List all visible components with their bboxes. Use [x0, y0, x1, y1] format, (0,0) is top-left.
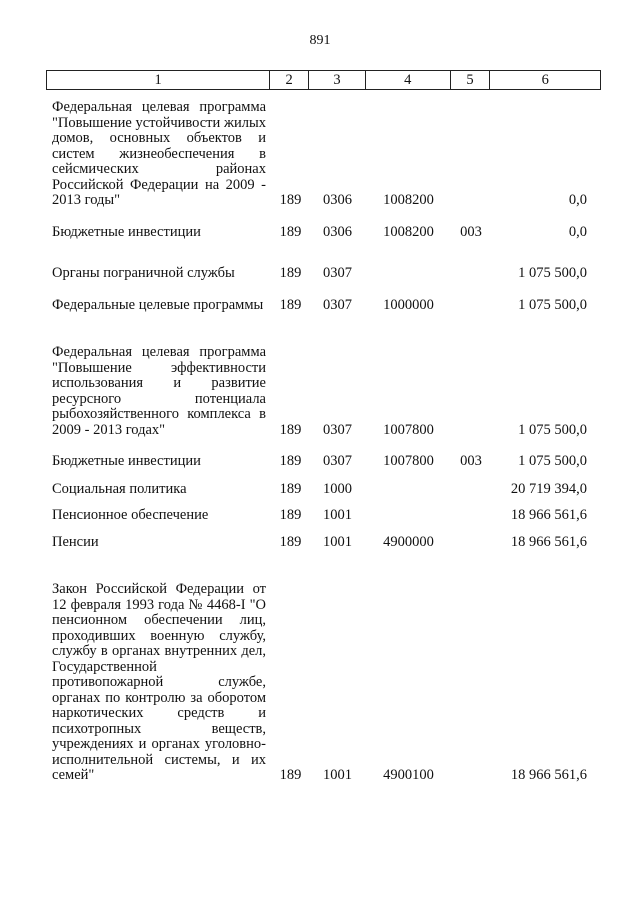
budget-table: [46, 70, 601, 784]
row-amount: 1 075 500,0: [518, 421, 587, 438]
row-name: Бюджетные инвестиции: [52, 223, 201, 240]
row-rzpr: 0306: [323, 223, 352, 240]
table-row: [46, 454, 601, 470]
row-amount: 1 075 500,0: [518, 265, 587, 281]
row-name: Закон Российской Федерации от 12 февраля 1993 года № 4468-I "О пенсионном обеспечении лиц, проходивших военную службу, службу в органах внутренних дел, Государственной противопожарной службе, органах по контролю за оборотом наркотических средств и психотропных веществ, учреждениях и органах уголовно-исполнительной системы, и их семей": [52, 581, 266, 783]
table-header: [46, 70, 601, 90]
row-csr: 4900000: [383, 533, 434, 550]
row-amount: 1 075 500,0: [518, 296, 587, 313]
row-vr: 003: [460, 223, 482, 240]
row-name: Пенсионное обеспечение: [52, 507, 209, 523]
row-ved: 189: [279, 453, 302, 469]
row-ved: 189: [279, 767, 302, 783]
row-amount: 18 966 561,6: [510, 533, 587, 550]
table-row: [46, 482, 601, 498]
row-ved: 189: [279, 533, 302, 550]
row-name: Социальная политика: [52, 480, 187, 497]
row-amount: 18 966 561,6: [510, 507, 587, 523]
row-amount: 1 075 500,0: [518, 453, 587, 469]
row-ved: 189: [279, 480, 302, 497]
table-row: [46, 345, 601, 438]
table-row: [46, 582, 601, 784]
header-col-5: 5: [451, 71, 491, 89]
table-row: [46, 225, 601, 241]
row-rzpr: 1001: [323, 767, 352, 783]
row-ved: 189: [279, 223, 302, 240]
row-vr: 003: [460, 453, 482, 469]
row-ved: 189: [279, 421, 302, 438]
header-col-3: 3: [309, 71, 366, 89]
row-ved: 189: [279, 296, 302, 313]
row-name: Федеральная целевая программа "Повышение устойчивости жилых домов, основных объектов и систем жизнеобеспечения в сейсмических районах Российской Федерации на 2009 - 2013 годы": [52, 99, 266, 208]
row-csr: 4900100: [383, 767, 434, 783]
row-amount: 0,0: [568, 223, 587, 240]
row-rzpr: 0307: [323, 453, 352, 469]
row-csr: 1008200: [383, 192, 434, 208]
row-amount: 18 966 561,6: [510, 767, 587, 783]
row-rzpr: 0306: [323, 192, 352, 208]
table-row: [46, 535, 601, 551]
row-name: Федеральная целевая программа "Повышение эффективности использования и развитие ресурсного потенциала рыбохозяйственного комплекса в 2009 - 2013 годах": [52, 344, 266, 438]
row-ved: 189: [279, 192, 302, 208]
row-rzpr: 1001: [323, 507, 352, 523]
page-number: 891: [309, 33, 331, 48]
header-col-1: 1: [47, 71, 270, 89]
row-ved: 189: [279, 507, 302, 523]
row-rzpr: 0307: [323, 421, 352, 438]
row-name: Органы пограничной службы: [52, 265, 235, 281]
row-amount: 0,0: [568, 192, 587, 208]
row-csr: 1008200: [383, 223, 434, 240]
header-col-4: 4: [366, 71, 451, 89]
row-ved: 189: [279, 265, 302, 281]
table-row: [46, 508, 601, 524]
header-col-2: 2: [270, 71, 309, 89]
row-name: Пенсии: [52, 533, 99, 550]
row-name: Бюджетные инвестиции: [52, 453, 201, 469]
row-csr: 1000000: [383, 296, 434, 313]
row-rzpr: 1000: [323, 480, 352, 497]
row-rzpr: 0307: [323, 296, 352, 313]
row-rzpr: 1001: [323, 533, 352, 550]
header-col-6: 6: [541, 72, 549, 88]
row-csr: 1007800: [383, 453, 434, 469]
row-amount: 20 719 394,0: [510, 480, 587, 497]
table-row: [46, 298, 601, 314]
table-row: [46, 100, 601, 209]
row-rzpr: 0307: [323, 265, 352, 281]
row-name: Федеральные целевые программы: [52, 296, 264, 313]
row-csr: 1007800: [383, 421, 434, 438]
table-row: [46, 266, 601, 282]
